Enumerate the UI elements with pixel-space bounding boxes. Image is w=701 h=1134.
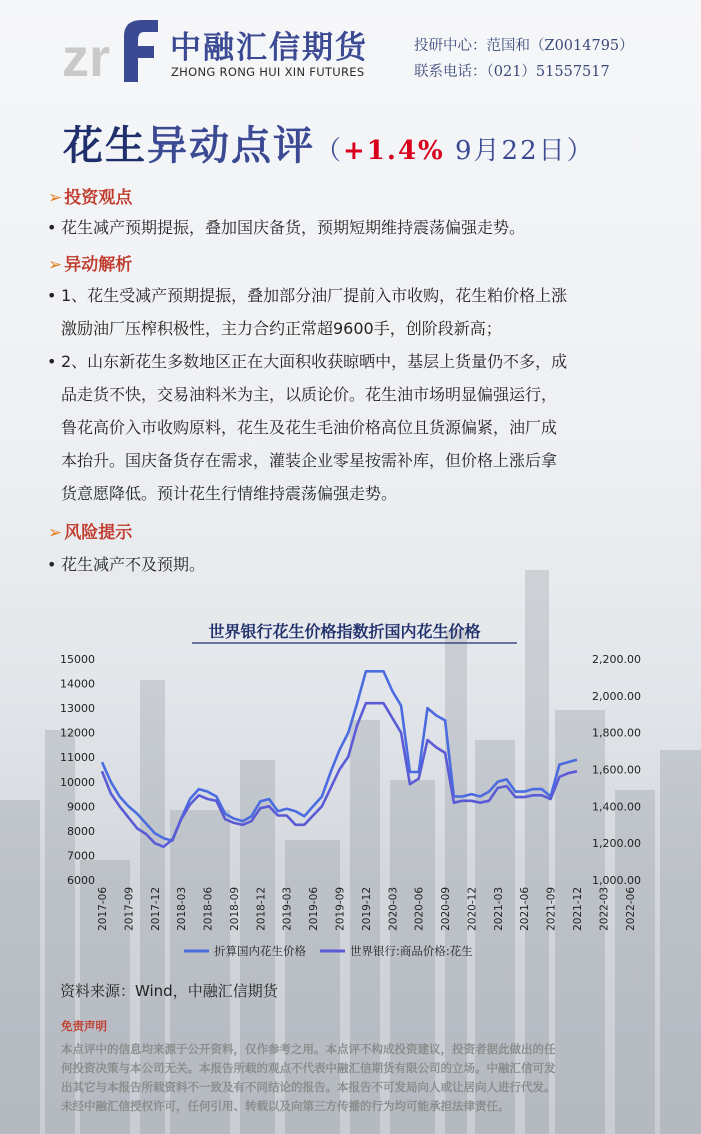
analysis-paragraph-2: • 2、山东新花生多数地区正在大面积收获晾晒中，基层上货量仍不多，成 品走货不快，交易油料米为主，以质论价。花生油市场明显偏强运行， 鲁花高价入市收购原料，花生及花生毛油价格高位且货源偏紧，油厂成 本抬升。国庆备货存在需求，灌装企业零星按需补库，但价格上涨后拿 货意愿降低。预计花生行情维持震荡偏强走势。	[47, 345, 657, 510]
analysis-paragraph-1: • 1、花生受减产预期提振，叠加部分油厂提前入市收购，花生粕价格上涨 激励油厂压榨积极性，主力合约正常超9600手，创阶段新高；	[47, 279, 657, 345]
company-name-en: ZHONG RONG HUI XIN FUTURES	[171, 65, 365, 79]
x-tick-label: 2021-03	[492, 887, 505, 931]
y-left-tick-label: 10000	[60, 775, 95, 789]
data-source: 资料来源：Wind，中融汇信期货	[60, 982, 278, 1000]
y-left-tick-label: 7000	[67, 849, 95, 863]
svg-text:zr: zr	[62, 28, 111, 84]
view-paragraph: • 花生减产预期提振，叠加国庆备货，预期短期维持震荡偏强走势。	[47, 211, 657, 244]
disclaimer-heading: 免责声明	[61, 1019, 107, 1033]
x-tick-label: 2021-12	[572, 887, 584, 931]
analyst-info: 投研中心：范国和（Z0014795）	[414, 38, 634, 54]
x-tick-label: 2021-06	[519, 887, 532, 931]
y-left-tick-label: 13000	[60, 702, 95, 716]
y-left-tick-label: 8000	[67, 824, 95, 838]
disclaimer-text: 本点评中的信息均来源于公开资料，仅作参考之用。本点评不构成投资建议，投资者据此做出的任 何投资决策与本公司无关。本报告所载的观点不代表中融汇信期货有限公司的立场。中融汇信可发 出其它与本报告所载资料不一致及有不同结论的报告。本报告不可发局向人或让居向人进行代发。 未经中融汇信授权许可，任何引用、转载以及向第三方传播的行为均可能承担法律责任。	[61, 1042, 556, 1113]
y-right-tick-label: 1,200.00	[592, 837, 641, 851]
x-tick-label: 2018-12	[255, 887, 268, 931]
x-tick-label: 2018-03	[176, 887, 189, 931]
x-tick-label: 2017-06	[97, 887, 109, 931]
x-tick-label: 2021-09	[545, 887, 558, 931]
peanut-price-chart	[52, 610, 652, 970]
y-right-tick-label: 2,000.00	[592, 689, 641, 703]
x-tick-label: 2020-12	[466, 887, 479, 931]
y-left-tick-label: 14000	[60, 677, 95, 691]
y-left-tick-label: 12000	[60, 726, 95, 740]
x-tick-label: 2022-06	[624, 887, 637, 931]
section-heading-risk: ➢ 风险提示	[48, 523, 133, 543]
chart-title: 世界银行花生价格指数折国内花生价格	[208, 622, 481, 641]
x-tick-label: 2019-09	[334, 887, 347, 931]
x-tick-label: 2018-09	[228, 887, 241, 931]
y-left-tick-label: 6000	[67, 874, 95, 887]
x-tick-label: 2020-03	[387, 887, 400, 931]
y-left-tick-label: 9000	[67, 800, 95, 814]
arrow-icon: ➢	[48, 255, 63, 275]
phone-info: 联系电话：（021）51557517	[414, 64, 610, 80]
title-product: 花生	[63, 122, 147, 169]
bullet-icon: •	[47, 286, 57, 305]
x-tick-label: 2022-03	[598, 887, 611, 931]
title-date: 9月22日	[444, 136, 567, 166]
x-tick-label: 2019-06	[308, 887, 321, 931]
legend-label-1: 世界银行:商品价格:花生	[350, 944, 473, 958]
company-logo-icon	[62, 14, 162, 84]
y-right-tick-label: 1,800.00	[592, 726, 641, 740]
title-type: 异动点评	[147, 122, 315, 169]
section-heading-analysis: ➢ 异动解析	[48, 255, 133, 275]
arrow-icon: ➢	[48, 188, 63, 208]
page-title	[63, 114, 595, 171]
x-tick-label: 2017-12	[149, 887, 162, 931]
y-left-tick-label: 11000	[60, 751, 95, 765]
bullet-icon: •	[47, 352, 57, 371]
company-name-cn: 中融汇信期货	[170, 30, 368, 66]
title-paren-close: ）	[566, 136, 595, 166]
title-change: +1.4%	[343, 136, 445, 166]
x-tick-label: 2018-06	[202, 887, 215, 931]
title-paren-open: （	[315, 136, 344, 166]
series-line-0	[102, 671, 577, 840]
x-tick-label: 2019-03	[281, 887, 294, 931]
report-header	[0, 0, 701, 100]
y-right-tick-label: 1,600.00	[592, 763, 641, 777]
legend-label-0: 折算国内花生价格	[214, 944, 306, 958]
x-tick-label: 2020-06	[413, 887, 426, 931]
x-tick-label: 2020-09	[440, 887, 453, 931]
x-tick-label: 2017-09	[123, 887, 136, 931]
bullet-icon: •	[47, 555, 57, 574]
y-left-tick-label: 15000	[60, 653, 95, 666]
x-tick-label: 2019-12	[360, 887, 373, 931]
section-heading-view: ➢ 投资观点	[48, 188, 133, 208]
y-right-tick-label: 1,400.00	[592, 800, 641, 814]
y-right-tick-label: 1,000.00	[592, 874, 641, 887]
arrow-icon: ➢	[48, 523, 63, 543]
series-line-1	[102, 703, 577, 847]
y-right-tick-label: 2,200.00	[592, 653, 641, 666]
bullet-icon: •	[47, 218, 57, 237]
risk-paragraph: • 花生减产不及预期。	[47, 548, 657, 581]
